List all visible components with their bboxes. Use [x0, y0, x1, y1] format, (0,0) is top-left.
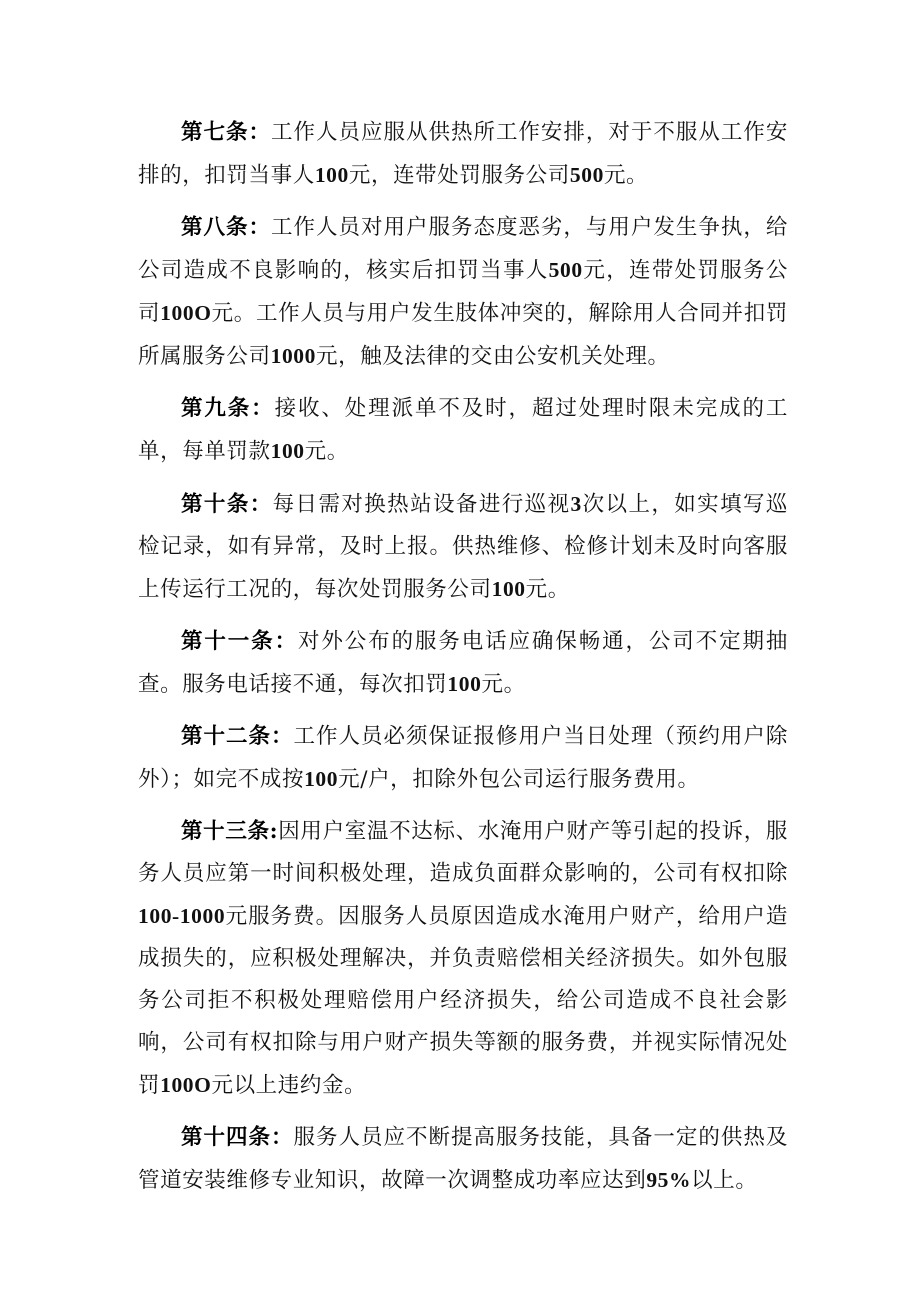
article-11	[138, 621, 788, 706]
article-text: 接收、处理派单不及时，超过处理时限未完成的工单，每单罚款	[138, 396, 789, 464]
article-text: 以上。	[691, 1168, 758, 1193]
article-text: 元服务费。因服务人员原因造成水淹用户财产，给用户造成损失的，应积极处理解决，并负责赔偿相关经济损失。如外包服务公司拒不积极处理赔偿用户经济损失，给公司造成不良社会影响，公司有权扣除与用户财产损失等额的服务费，并视实际情况处罚	[138, 904, 788, 1098]
amount: 100O	[160, 301, 212, 325]
article-text: 工作人员必须保证报修用户当日处理（预约用户除外）；如完不成按	[138, 724, 788, 792]
article-text: 因用户室温不达标、水淹用户财产等引起的投诉，服务人员应第一时间积极处理，造成负面群众影响的，公司有权扣除	[138, 819, 788, 886]
article-10	[138, 483, 788, 611]
article-text: 每日需对换热站设备进行巡视	[272, 492, 571, 517]
article-title: 第七条：	[181, 120, 271, 145]
amount: 100	[447, 672, 482, 696]
article-9	[138, 388, 788, 473]
article-title: 第十二条：	[181, 724, 294, 749]
article-title: 第十三条:	[181, 819, 279, 844]
amount: 500	[569, 163, 604, 187]
document-body	[138, 112, 788, 1212]
article-title: 第八条：	[181, 215, 271, 240]
article-text: 元以上违约金。	[211, 1073, 367, 1098]
amount: 3	[570, 492, 582, 516]
amount: 500	[548, 258, 583, 282]
percentage: 95%	[646, 1168, 692, 1192]
article-text: 元。	[481, 672, 526, 697]
article-text: 次以上，如实填写巡检记录，如有异常，及时上报。供热维修、检修计划未及时向客服上传运行工况的，每次处罚服务公司	[138, 492, 788, 602]
amount: 100	[270, 439, 305, 463]
article-title: 第十条：	[181, 492, 273, 517]
article-text: 元。	[304, 439, 349, 464]
article-title: 第九条：	[181, 396, 275, 421]
article-text: 服务人员应不断提高服务技能，具备一定的供热及管道安装维修专业知识，故障一次调整成功率应达到	[138, 1125, 788, 1193]
article-text: 元，触及法律的交由公安机关处理。	[316, 344, 670, 369]
amount: 100-1000	[138, 904, 226, 928]
article-8	[138, 207, 788, 378]
article-text: 元。	[525, 577, 570, 602]
article-text: 元，连带处罚服务公司	[138, 258, 788, 326]
amount: 100	[304, 767, 339, 791]
article-text: 元。	[603, 163, 649, 188]
article-text: 元/户，扣除外包公司运行服务费用。	[338, 767, 700, 792]
article-13	[138, 811, 788, 1107]
article-text: 工作人员应服从供热所工作安排，对于不服从工作安排的，扣罚当事人	[138, 120, 788, 188]
article-title: 第十四条：	[181, 1125, 294, 1150]
amount: 100	[491, 577, 526, 601]
article-text: 元。工作人员与用户发生肢体冲突的，解除用人合同并扣罚所属服务公司	[138, 301, 788, 369]
article-12	[138, 716, 788, 801]
amount: 100	[314, 163, 349, 187]
article-7	[138, 112, 788, 197]
amount: 1000	[270, 344, 317, 368]
article-title: 第十一条：	[181, 629, 298, 654]
article-14	[138, 1117, 788, 1202]
article-text: 工作人员对用户服务态度恶劣，与用户发生争执，给公司造成不良影响的，核实后扣罚当事人	[138, 215, 788, 283]
article-text: 对外公布的服务电话应确保畅通，公司不定期抽查。服务电话接不通，每次扣罚	[138, 629, 788, 697]
amount: 100O	[160, 1073, 212, 1097]
article-text: 元，连带处罚服务公司	[348, 163, 570, 188]
